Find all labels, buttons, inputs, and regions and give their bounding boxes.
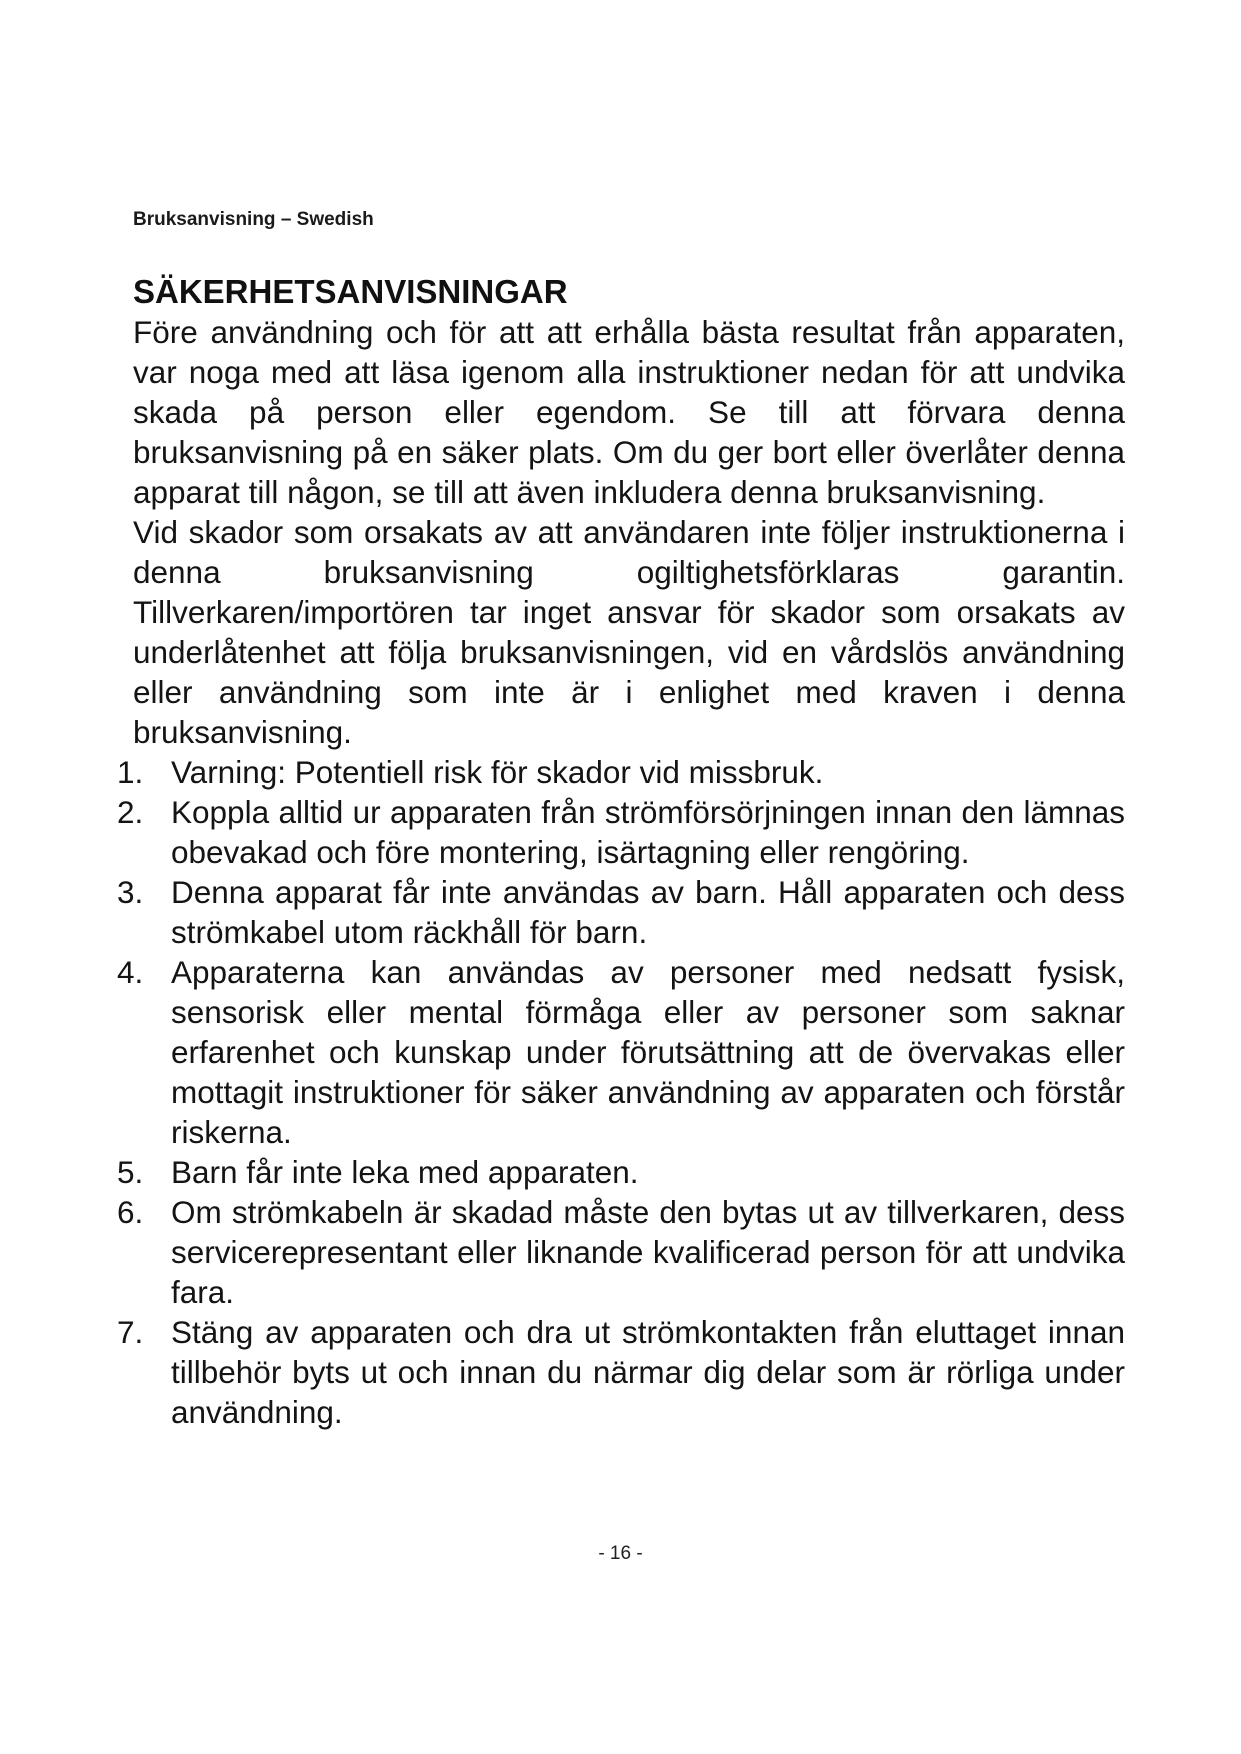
list-item-number: 2. — [117, 794, 144, 830]
list-item-number: 5. — [117, 1154, 144, 1190]
list-item — [117, 952, 1125, 1152]
list-item-number: 6. — [117, 1194, 144, 1230]
list-item — [117, 1312, 1125, 1432]
section-title: SÄKERHETSANVISNINGAR — [133, 273, 568, 310]
list-item-text: Apparaterna kan användas av personer med nedsatt fysisk, sensorisk eller mental förmåga eller av personer som saknar erfarenhet och kunskap under förutsättning att de övervakas eller mottagit instruktioner för säker användning av apparaten och förstår riskerna. — [171, 954, 1125, 1150]
list-item-number: 4. — [117, 954, 144, 990]
list-item — [117, 1152, 1125, 1192]
safety-instructions-list — [117, 752, 1125, 1432]
list-item-text: Barn får inte leka med apparaten. — [171, 1154, 639, 1190]
intro-paragraph: Före användning och för att att erhålla bästa resultat från apparaten, var noga med att läsa igenom alla instruktioner nedan för att undvika skada på person eller egendom. Se till att förvara denna bruksanvisning på en säker plats. Om du ger bort eller överlåter denna apparat till någon, se till att även inkludera denna bruksanvisning. — [133, 314, 1125, 510]
list-item-text: Om strömkabeln är skadad måste den bytas ut av tillverkaren, dess servicerepresentant eller liknande kvalificerad person för att undvika fara. — [171, 1194, 1125, 1310]
list-item — [117, 792, 1125, 872]
list-item — [117, 1192, 1125, 1312]
warranty-paragraph: Vid skador som orsakats av att användaren inte följer instruktionerna i denna bruksanvisning ogiltighetsförklaras garantin. Tillverkaren/importören tar inget ansvar för skador som orsakats av underlåtenhet att följa bruksanvisningen, vid en vårdslös användning eller användning som inte är i enlighet med kraven i denna bruksanvisning. — [133, 514, 1125, 750]
document-header-label: Bruksanvisning – Swedish — [133, 209, 374, 230]
safety-section — [117, 272, 1125, 1432]
list-item-number: 7. — [117, 1314, 144, 1350]
list-item-text: Varning: Potentiell risk för skador vid missbruk. — [171, 754, 824, 790]
list-item-text: Koppla alltid ur apparaten från strömförsörjningen innan den lämnas obevakad och före montering, isärtagning eller rengöring. — [171, 794, 1125, 870]
list-item-number: 1. — [117, 754, 144, 790]
list-item-text: Stäng av apparaten och dra ut strömkontakten från eluttaget innan tillbehör byts ut och innan du närmar dig delar som är rörliga under användning. — [171, 1314, 1125, 1430]
list-item-number: 3. — [117, 874, 144, 910]
page-number: - 16 - — [598, 1543, 643, 1564]
list-item-text: Denna apparat får inte användas av barn. Håll apparaten och dess strömkabel utom räckhåll för barn. — [171, 874, 1125, 950]
list-item — [117, 872, 1125, 952]
list-item — [117, 752, 1125, 792]
